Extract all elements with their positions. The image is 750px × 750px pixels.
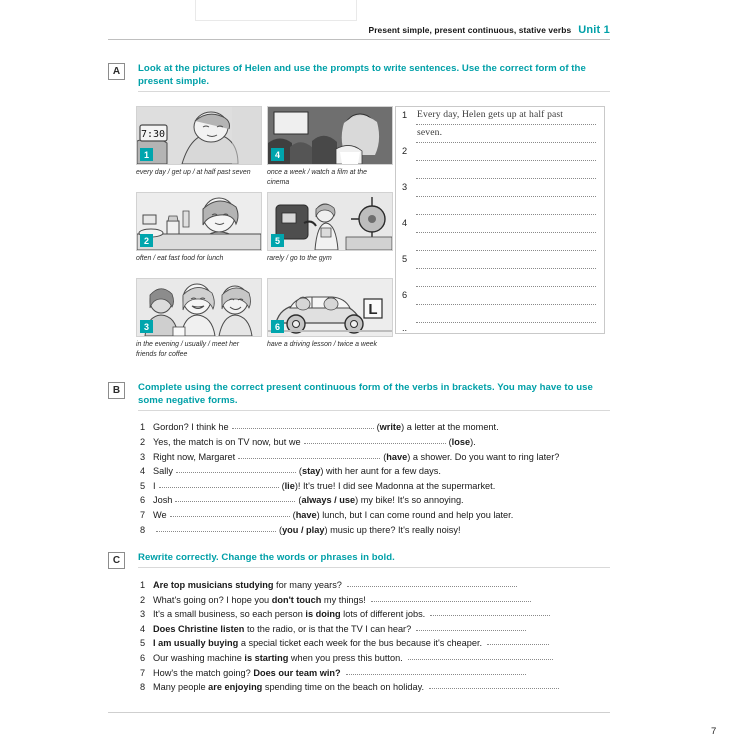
picture-badge: 6 xyxy=(271,320,284,333)
exercise-a-letter: A xyxy=(108,63,125,80)
bold-phrase: Are top musicians studying xyxy=(153,580,274,590)
answer-lines[interactable] xyxy=(416,251,596,287)
bold-phrase: is starting xyxy=(244,652,289,663)
item-number: 6 xyxy=(140,495,146,506)
picture-caption: once a week / watch a film at the cinema xyxy=(267,169,367,186)
exercise-b xyxy=(108,381,610,537)
picture-grid xyxy=(136,106,391,364)
picture-badge: 4 xyxy=(271,148,284,161)
bold-phrase: is doing xyxy=(305,609,341,620)
exercise-b-instruction: Complete using the correct present continuous form of the verbs in brackets. You may have to use some negative forms. xyxy=(138,382,593,407)
picture-people-on-gym-exercise-machines xyxy=(267,192,393,251)
page-edge-artifact xyxy=(195,0,357,21)
answer-number: 4 xyxy=(402,218,408,229)
exercise-a xyxy=(108,62,610,356)
exercise-c-item xyxy=(140,666,610,681)
answer-line-filled[interactable]: Every day, Helen gets up at half past xyxy=(416,107,596,125)
picture-driving-lesson-car-with-l-plate xyxy=(267,278,393,337)
item-number: 7 xyxy=(140,509,146,520)
exercise-c-instruction: Rewrite correctly. Change the words or phrases in bold. xyxy=(138,552,395,563)
exercise-c-item xyxy=(140,636,610,651)
answer-line-blank[interactable] xyxy=(416,161,596,179)
item-text: Josh (always / use) my bike! It's so annoying. xyxy=(153,495,464,506)
exercise-c-item xyxy=(140,680,610,695)
picture-badge: 5 xyxy=(271,234,284,247)
picture-caption: in the evening / usually / meet her friends for coffee xyxy=(136,341,240,358)
answer-line-filled[interactable]: seven. xyxy=(416,125,596,143)
answer-blank[interactable] xyxy=(346,666,526,675)
item-text: Gordon? I think he (write) a letter at the moment. xyxy=(153,422,499,433)
item-number: 6 xyxy=(140,652,146,663)
exercise-a-instruction: Look at the pictures of Helen and use the prompts to write sentences. Use the correct form of the present simple. xyxy=(138,63,586,88)
answer-blank[interactable] xyxy=(371,593,531,602)
exercise-b-question-list xyxy=(108,420,610,537)
answer-blank[interactable] xyxy=(232,420,374,429)
answer-blank[interactable] xyxy=(176,464,296,473)
answer-lines[interactable] xyxy=(416,143,596,179)
exercise-c-item xyxy=(140,607,610,622)
answer-line-blank[interactable] xyxy=(416,269,596,287)
item-text: How's the match going? Does our team win? xyxy=(153,666,610,681)
bold-phrase: Does Christine listen xyxy=(153,623,245,634)
bold-phrase: Does our team win? xyxy=(253,667,341,678)
answer-number: 2 xyxy=(402,146,408,157)
answer-line-blank[interactable] xyxy=(416,215,596,233)
answer-lines[interactable] xyxy=(416,107,596,143)
item-number: 8 xyxy=(140,524,146,535)
exercise-c-item xyxy=(140,622,610,637)
picture-row xyxy=(136,278,391,359)
item-number: 5 xyxy=(140,638,146,649)
footer-divider xyxy=(108,712,610,713)
picture-woman-in-bed-alarm-clock-730 xyxy=(136,106,262,165)
answer-number: 1 xyxy=(402,110,408,121)
answer-row[interactable] xyxy=(396,215,604,251)
answer-number: 5 xyxy=(402,254,408,265)
answer-tail-marker: .. xyxy=(402,323,408,334)
answer-lines[interactable] xyxy=(416,215,596,251)
page-header xyxy=(369,24,610,36)
picture-cell xyxy=(267,278,391,359)
answer-line-blank[interactable] xyxy=(416,287,596,305)
answer-number: 6 xyxy=(402,290,408,301)
header-divider xyxy=(108,39,610,40)
picture-caption: rarely / go to the gym xyxy=(267,255,332,263)
exercise-b-item xyxy=(140,523,610,538)
answer-blank[interactable] xyxy=(170,508,290,517)
picture-caption: often / eat fast food for lunch xyxy=(136,255,224,263)
item-text: Does Christine listen to the radio, or is that the TV I can hear? xyxy=(153,622,610,637)
item-text: What's going on? I hope you don't touch my things! xyxy=(153,593,610,608)
exercise-b-item xyxy=(140,435,610,450)
answer-line-blank[interactable] xyxy=(416,251,596,269)
answer-blank[interactable] xyxy=(430,607,550,616)
picture-row xyxy=(136,192,391,273)
item-number: 1 xyxy=(140,580,146,590)
item-text: Right now, Margaret (have) a shower. Do you want to ring later? xyxy=(153,451,560,462)
answer-row-example[interactable] xyxy=(396,107,604,143)
item-text: Our washing machine is starting when you press this button. xyxy=(153,651,610,666)
item-number: 2 xyxy=(140,437,146,447)
exercise-b-item xyxy=(140,508,610,523)
answer-blank[interactable] xyxy=(347,578,517,587)
item-text: Many people are enjoying spending time on the beach on holiday. xyxy=(153,680,610,695)
answer-line-blank[interactable] xyxy=(416,143,596,161)
picture-cell xyxy=(267,192,391,273)
answer-blank[interactable] xyxy=(429,680,559,689)
answer-blank[interactable] xyxy=(238,450,380,459)
bold-phrase: are enjoying xyxy=(208,682,263,693)
picture-cell xyxy=(136,192,260,273)
picture-cell xyxy=(136,278,260,359)
page-number: 7 xyxy=(711,726,717,737)
exercise-b-item xyxy=(140,420,610,435)
item-text: (you / play) music up there? It's really noisy! xyxy=(153,523,610,538)
item-text: Sally (stay) with her aunt for a few days. xyxy=(153,466,441,477)
exercise-c-heading xyxy=(108,551,610,569)
exercise-b-instruction-band xyxy=(138,381,610,411)
picture-badge: 2 xyxy=(140,234,153,247)
exercise-b-item xyxy=(140,479,610,494)
svg-text:L: L xyxy=(368,301,378,319)
exercise-c-instruction-band xyxy=(138,551,610,568)
picture-badge: 3 xyxy=(140,320,153,333)
answer-lines[interactable] xyxy=(416,179,596,215)
exercise-c-letter: C xyxy=(108,552,125,569)
answer-blank[interactable] xyxy=(408,651,553,660)
answer-line-blank[interactable] xyxy=(416,233,596,251)
exercise-c-item xyxy=(140,651,610,666)
picture-friends-meeting-for-coffee xyxy=(136,278,262,337)
header-title: Present simple, present continuous, stative verbs xyxy=(368,25,572,35)
exercise-a-body xyxy=(108,106,610,356)
exercise-c-item xyxy=(140,578,610,593)
item-text: Are top musicians studying for many years? xyxy=(153,578,610,593)
answer-number: 3 xyxy=(402,182,408,193)
answer-row[interactable] xyxy=(396,287,604,323)
picture-caption: every day / get up / at half past seven xyxy=(136,169,251,177)
picture-badge: 1 xyxy=(140,148,153,161)
picture-cell xyxy=(267,106,391,187)
item-number: 5 xyxy=(140,480,146,491)
item-text: I (lie)! It's true! I did see Madonna at the supermarket. xyxy=(153,480,496,491)
exercise-c xyxy=(108,551,610,695)
item-number: 2 xyxy=(140,594,146,605)
item-number: 4 xyxy=(140,623,146,634)
exercise-b-item xyxy=(140,464,610,479)
answer-blank[interactable] xyxy=(156,523,276,532)
exercise-b-heading xyxy=(108,381,610,411)
exercise-b-letter: B xyxy=(108,382,125,399)
exercise-a-heading xyxy=(108,62,610,92)
picture-caption: have a driving lesson / twice a week xyxy=(267,341,377,349)
answer-blank[interactable] xyxy=(416,622,526,631)
picture-cell xyxy=(136,106,260,187)
answer-line-blank[interactable] xyxy=(416,197,596,215)
item-text: Yes, the match is on TV now, but we (lose). xyxy=(153,437,476,447)
exercise-c-question-list xyxy=(108,578,610,695)
exercise-b-item xyxy=(140,493,610,508)
answer-row[interactable] xyxy=(396,143,604,179)
picture-cinema-audience-watching-screen xyxy=(267,106,393,165)
bold-phrase: don't touch xyxy=(271,594,322,605)
answer-blank[interactable] xyxy=(487,636,549,645)
item-number: 8 xyxy=(140,682,146,693)
answer-blank[interactable] xyxy=(159,479,279,488)
exercise-a-instruction-band xyxy=(138,62,610,92)
answer-line-blank[interactable] xyxy=(416,305,596,323)
exercise-b-item xyxy=(140,450,610,465)
answer-row[interactable] xyxy=(396,179,604,215)
item-number: 3 xyxy=(140,451,146,462)
bold-phrase: I am usually buying xyxy=(153,638,239,649)
item-text: I am usually buying a special ticket each week for the bus because it's cheaper. xyxy=(153,636,610,651)
answer-blank[interactable] xyxy=(304,435,446,444)
answer-line-blank[interactable] xyxy=(416,179,596,197)
item-number: 4 xyxy=(140,466,146,477)
answer-box[interactable] xyxy=(395,106,605,334)
item-number: 1 xyxy=(140,422,146,433)
picture-woman-eating-fast-food-at-table xyxy=(136,192,262,251)
exercise-c-item xyxy=(140,593,610,608)
answer-lines[interactable] xyxy=(416,287,596,323)
svg-text:7:30: 7:30 xyxy=(140,129,166,141)
answer-blank[interactable] xyxy=(175,493,295,502)
picture-row xyxy=(136,106,391,187)
item-number: 3 xyxy=(140,609,146,620)
header-unit-label: Unit 1 xyxy=(578,24,610,36)
item-number: 7 xyxy=(140,667,146,678)
answer-row[interactable] xyxy=(396,251,604,287)
item-text: It's a small business, so each person is doing lots of different jobs. xyxy=(153,607,610,622)
item-text: We (have) lunch, but I can come round and help you later. xyxy=(153,509,514,520)
